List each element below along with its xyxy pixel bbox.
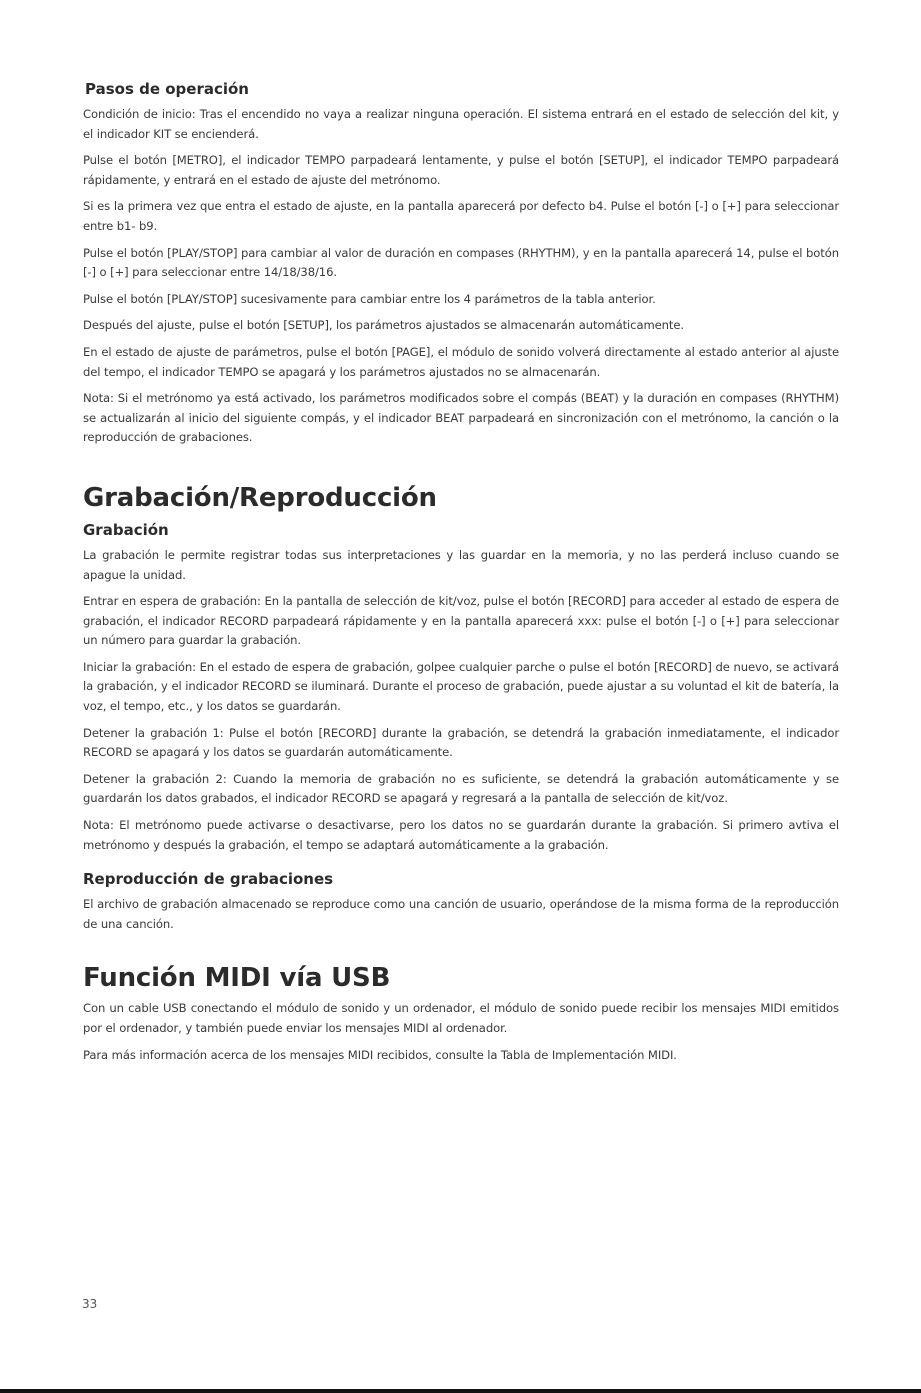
page-content [83,78,839,1072]
paragraph: Detener la grabación 1: Pulse el botón [RECORD] durante la grabación, se detendrá la grabación inmediatamente, el indicador RECORD se apagará y los datos se guardarán automáticamente. [83,725,839,760]
paragraph: Pulse el botón [METRO], el indicador TEMPO parpadeará lentamente, y pulse el botón [SETUP], el indicador TEMPO parpadeará rápidamente, y entrará en el estado de ajuste del metrónomo. [83,153,839,187]
paragraph: En el estado de ajuste de parámetros, pulse el botón [PAGE], el módulo de sonido volverá directamente al estado anterior al ajuste del tempo, el indicador TEMPO se apagará y los parámetros ajustados no se almacenarán. [83,344,839,379]
paragraph: Nota: Si el metrónomo ya está activado, los parámetros modificados sobre el compás (BEAT) y la duración en compases (RHYTHM) se actualizarán al inicio del siguiente compás, y el indicador BEAT parpadeará en sincronización con el metrónomo, la canción o la reproducción de grabaciones. [83,391,839,445]
paragraph: Detener la grabación 2: Cuando la memoria de grabación no es suficiente, se detendrá la grabación automáticamente y se guardarán los datos grabados, el indicador RECORD se apagará y regresará a la pantalla de selección de kit/voz. [83,771,839,806]
paragraph: Condición de inicio: Tras el encendido no vaya a realizar ninguna operación. El sistema entrará en el estado de selección del kit, y el indicador KIT se encienderá. [83,107,839,141]
heading-reproduccion-de-grabaciones: Reproducción de grabaciones [83,870,334,889]
page-number: 33 [82,1297,98,1311]
paragraph: Nota: El metrónomo puede activarse o desactivarse, pero los datos no se guardarán durante la grabación. Si primero avtiva el metrónomo y después la grabación, el tempo se adaptará automáticamente a la grabación. [83,818,839,852]
paragraph: El archivo de grabación almacenado se reproduce como una canción de usuario, operándose de la misma forma de la reproducción de una canción. [83,897,839,931]
paragraph: Pulse el botón [PLAY/STOP] sucesivamente para cambiar entre los 4 parámetros de la tabla anterior. [83,291,656,306]
paragraph: Después del ajuste, pulse el botón [SETUP], los parámetros ajustados se almacenarán automáticamente. [83,318,684,333]
bottom-rule [0,1389,921,1393]
section-title-grabacion-reproduccion: Grabación/Reproducción [83,482,437,513]
paragraph: Iniciar la grabación: En el estado de espera de grabación, golpee cualquier parche o pulse el botón [RECORD] de nuevo, se activará la grabación, y el indicador RECORD se iluminará. Durante el proceso de grabación, puede ajustar a su voluntad el kit de batería, la voz, el tempo, etc., y los datos se guardarán. [83,659,839,714]
paragraph: Pulse el botón [PLAY/STOP] para cambiar al valor de duración en compases (RHYTHM), y en la pantalla aparecerá 14, pulse el botón [-] o [+] para seleccionar entre 14/18/38/16. [83,245,839,280]
section-title-funcion-midi-via-usb: Función MIDI vía USB [83,963,391,994]
paragraph: Para más información acerca de los mensajes MIDI recibidos, consulte la Tabla de Implementación MIDI. [83,1047,677,1062]
spacer [83,455,839,481]
spacer [83,941,839,961]
heading-pasos-de-operacion: Pasos de operación [85,80,249,98]
paragraph: La grabación le permite registrar todas sus interpretaciones y las guardar en la memoria, y no las perderá incluso cuando se apague la unidad. [83,547,839,582]
paragraph: Entrar en espera de grabación: En la pantalla de selección de kit/voz, pulse el botón [RECORD] para acceder al estado de espera de grabación, el indicador RECORD parpadeará rápidamente y en la pantalla aparecerá xxx: pulse el botón [-] o [+] para seleccionar un número para guardar la grabación. [83,594,839,648]
heading-grabacion: Grabación [83,520,169,539]
paragraph: Si es la primera vez que entra el estado de ajuste, en la pantalla aparecerá por defecto b4. Pulse el botón [-] o [+] para seleccionar entre b1- b9. [83,199,839,233]
paragraph: Con un cable USB conectando el módulo de sonido y un ordenador, el módulo de sonido puede recibir los mensajes MIDI emitidos por el ordenador, y también puede enviar los mensajes MIDI al ordenador. [83,1001,839,1035]
